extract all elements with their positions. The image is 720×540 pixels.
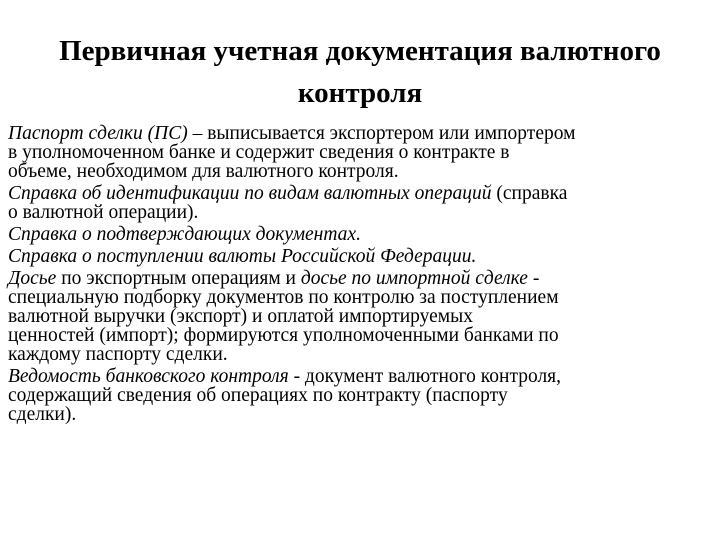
item-supporting-docs	[8, 225, 716, 244]
item-bank-control-statement	[8, 367, 716, 424]
slide-title	[30, 30, 690, 114]
item-line: валютной выручки (экспорт) и оплатой импортируемых	[8, 306, 474, 327]
item-line	[8, 123, 716, 144]
title-line-1: Первичная учетная документация валютного	[59, 35, 661, 67]
line-text-2: -	[527, 268, 540, 289]
italic-term: Справка о подтверждающих документах.	[8, 224, 361, 245]
line-text: - документ валютного контроля,	[288, 366, 562, 387]
italic-term: Паспорт сделки (ПС)	[8, 123, 188, 144]
item-line	[8, 366, 716, 387]
item-dossier	[8, 269, 716, 364]
item-currency-receipt	[8, 247, 716, 266]
item-line: сделки).	[8, 404, 77, 425]
slide-body	[8, 124, 716, 427]
italic-term: Справка о поступлении валюты Российской Федерации.	[8, 246, 477, 267]
title-line-2: контроля	[297, 77, 423, 109]
item-line: ценностей (импорт); формируются уполномоченными банками по	[8, 325, 559, 346]
italic-term: Ведомость банковского контроля	[8, 366, 289, 387]
line-text: – выписывается экспортером или импортером	[187, 123, 576, 144]
item-line: объеме, необходимом для валютного контроля.	[8, 161, 399, 182]
italic-term-2: досье по импортной сделке	[300, 268, 528, 289]
line-text: (справка	[491, 183, 568, 204]
item-line: специальную подборку документов по контролю за поступлением	[8, 287, 559, 308]
italic-term: Досье	[8, 268, 57, 289]
item-line: о валютной операции).	[8, 202, 199, 223]
item-line: каждому паспорту сделки.	[8, 344, 228, 365]
item-line	[8, 183, 716, 204]
item-line	[8, 268, 716, 289]
line-text: по экспортным операциям и	[56, 268, 301, 289]
item-line: в уполномоченном банке и содержит сведения о контракте в	[8, 142, 510, 163]
item-passport	[8, 124, 716, 181]
italic-term: Справка об идентификации по видам валютных операций	[8, 183, 492, 204]
item-line: содержащий сведения об операциях по контракту (паспорту	[8, 385, 508, 406]
item-identification	[8, 184, 716, 222]
